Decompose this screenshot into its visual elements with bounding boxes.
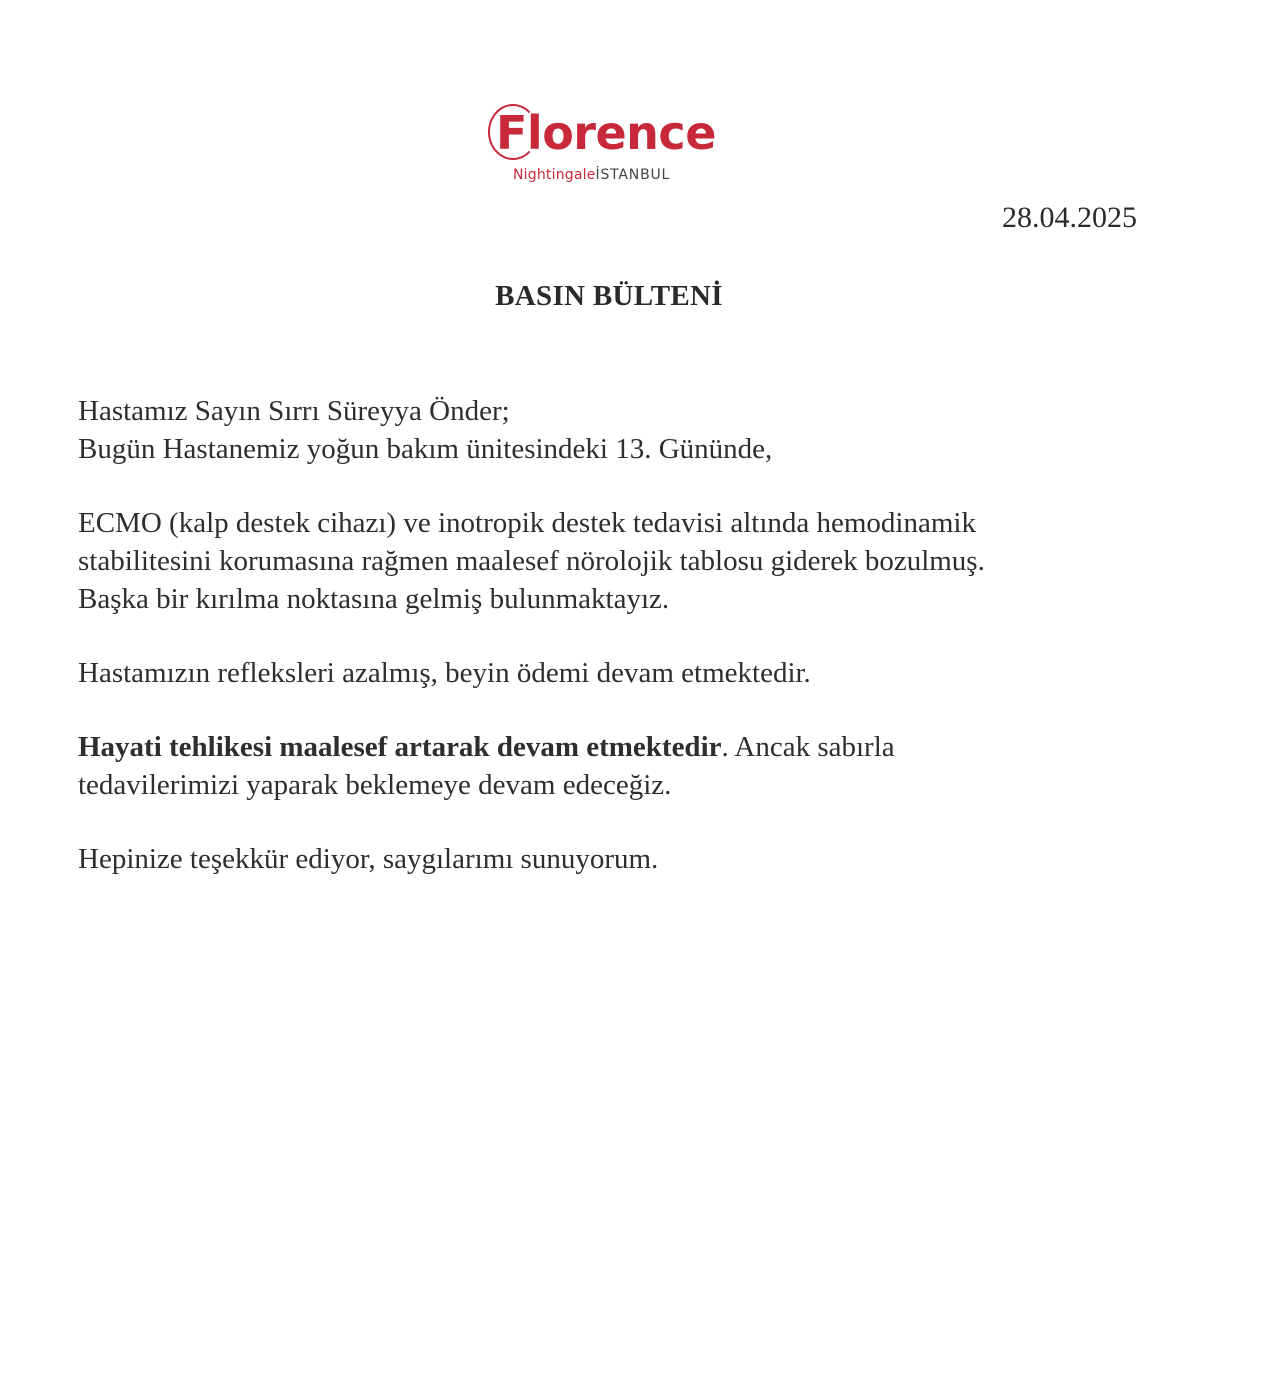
paragraph-greeting — [78, 392, 1178, 468]
paragraph-closing — [78, 840, 1178, 878]
text-line: Bugün Hastanemiz yoğun bakım ünitesindeki 13. Gününde, — [78, 433, 773, 465]
text-line: stabilitesini korumasına rağmen maalesef nörolojik tablosu giderek bozulmuş. — [78, 545, 985, 577]
text-line: Hastamız Sayın Sırrı Süreyya Önder; — [78, 395, 510, 427]
paragraph-life-threat — [78, 728, 1178, 804]
document-date: 28.04.2025 — [1002, 201, 1137, 234]
paragraph-reflexes — [78, 654, 1178, 692]
logo-subtitle-istanbul: İSTANBUL — [595, 167, 671, 183]
text-line: Hepinize teşekkür ediyor, saygılarımı sunuyorum. — [78, 843, 659, 875]
logo-subtitle-nightingale: Nightingale — [513, 167, 596, 183]
document-body — [78, 392, 1178, 878]
text-line: Hastamızın refleksleri azalmış, beyin ödemi devam etmektedir. — [78, 657, 811, 689]
logo-brand-text: Florence — [496, 106, 716, 160]
paragraph-ecmo-status — [78, 504, 1178, 618]
text-line: Başka bir kırılma noktasına gelmiş bulunmaktayız. — [78, 583, 670, 615]
text-line: ECMO (kalp destek cihazı) ve inotropik destek tedavisi altında hemodinamik — [78, 507, 976, 539]
document-title: BASIN BÜLTENİ — [495, 280, 723, 312]
florence-nightingale-logo — [488, 100, 738, 190]
text-line — [78, 728, 1178, 766]
text-line: tedavilerimizi yaparak beklemeye devam edeceğiz. — [78, 769, 672, 801]
bold-emphasis-text: Hayati tehlikesi maalesef artarak devam etmektedir — [78, 731, 722, 763]
logo-subtitle — [513, 166, 670, 184]
text-continuation: . Ancak sabırla — [721, 731, 895, 763]
